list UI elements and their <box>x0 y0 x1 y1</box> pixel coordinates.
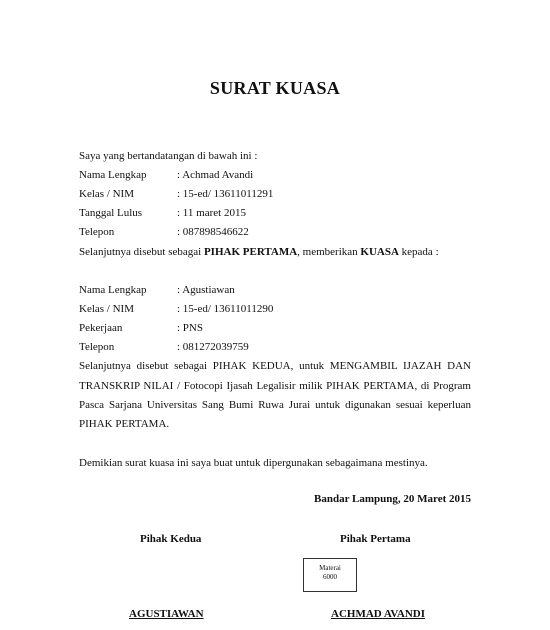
transition-post: kepada : <box>398 246 439 258</box>
materai-stamp <box>303 558 357 592</box>
intro-text: Saya yang bertandatangan di bawah ini : <box>79 150 258 162</box>
pihak1-row-nim <box>79 187 273 201</box>
row-label: Nama Lengkap <box>79 169 147 181</box>
pihak1-row-name <box>79 168 253 182</box>
place-date: Bandar Lampung, 20 Maret 2015 <box>314 493 471 505</box>
body-line-1: Selanjutnya disebut sebagai PIHAK KEDUA, untuk MENGAMBIL IJAZAH DAN <box>79 360 471 372</box>
row-label: Telepon <box>79 226 115 238</box>
pihak2-row-name <box>79 283 235 297</box>
row-value: : Achmad Avandi <box>177 169 254 181</box>
row-label: Kelas / NIM <box>79 303 134 315</box>
stamp-line-2: 6000 <box>323 573 337 581</box>
transition-line <box>79 245 439 259</box>
pihak2-row-nim <box>79 302 273 316</box>
body-line-2: TRANSKRIP NILAI / Fotocopi Ijasah Legalisir milik PIHAK PERTAMA, di Program <box>79 380 471 392</box>
row-label: Tanggal Lulus <box>79 207 143 219</box>
row-value: : PNS <box>177 322 203 334</box>
row-value: : 15-ed/ 13611011290 <box>177 303 274 315</box>
transition-bold-kuasa: KUASA <box>360 246 399 258</box>
row-value: : 087898546622 <box>177 226 249 238</box>
row-label: Pekerjaan <box>79 322 123 334</box>
row-label: Nama Lengkap <box>79 284 147 296</box>
signature-caption-right: Pihak Pertama <box>340 533 411 545</box>
document-title: SURAT KUASA <box>209 78 341 98</box>
signature-name-left: AGUSTIAWAN <box>129 608 204 620</box>
pihak2-row-telepon <box>79 340 249 354</box>
signature-name-right: ACHMAD AVANDI <box>331 608 426 620</box>
pihak2-row-pekerjaan <box>79 321 203 335</box>
pihak1-row-lulus <box>79 206 246 220</box>
body-line-4: PIHAK PERTAMA. <box>79 418 170 430</box>
signature-caption-left: Pihak Kedua <box>140 533 202 545</box>
pihak1-row-telepon <box>79 225 249 239</box>
transition-pre: Selanjutnya disebut sebagai <box>79 246 204 258</box>
row-value: : 081272039759 <box>177 341 249 353</box>
row-label: Kelas / NIM <box>79 188 134 200</box>
row-value: : 11 maret 2015 <box>177 207 246 219</box>
row-value: : Agustiawan <box>177 284 235 296</box>
stamp-line-1: Materai <box>319 564 341 572</box>
row-value: : 15-ed/ 13611011291 <box>177 188 274 200</box>
transition-bold-pihak-pertama: PIHAK PERTAMA <box>203 246 298 258</box>
closing-text: Demikian surat kuasa ini saya buat untuk dipergunakan sebagaimana mestinya. <box>79 457 428 469</box>
row-label: Telepon <box>79 341 115 353</box>
transition-mid: , memberikan <box>297 246 361 258</box>
body-line-3: Pasca Sarjana Universitas Sang Bumi Ruwa Jurai untuk digunakan sesuai keperluan <box>79 399 471 411</box>
